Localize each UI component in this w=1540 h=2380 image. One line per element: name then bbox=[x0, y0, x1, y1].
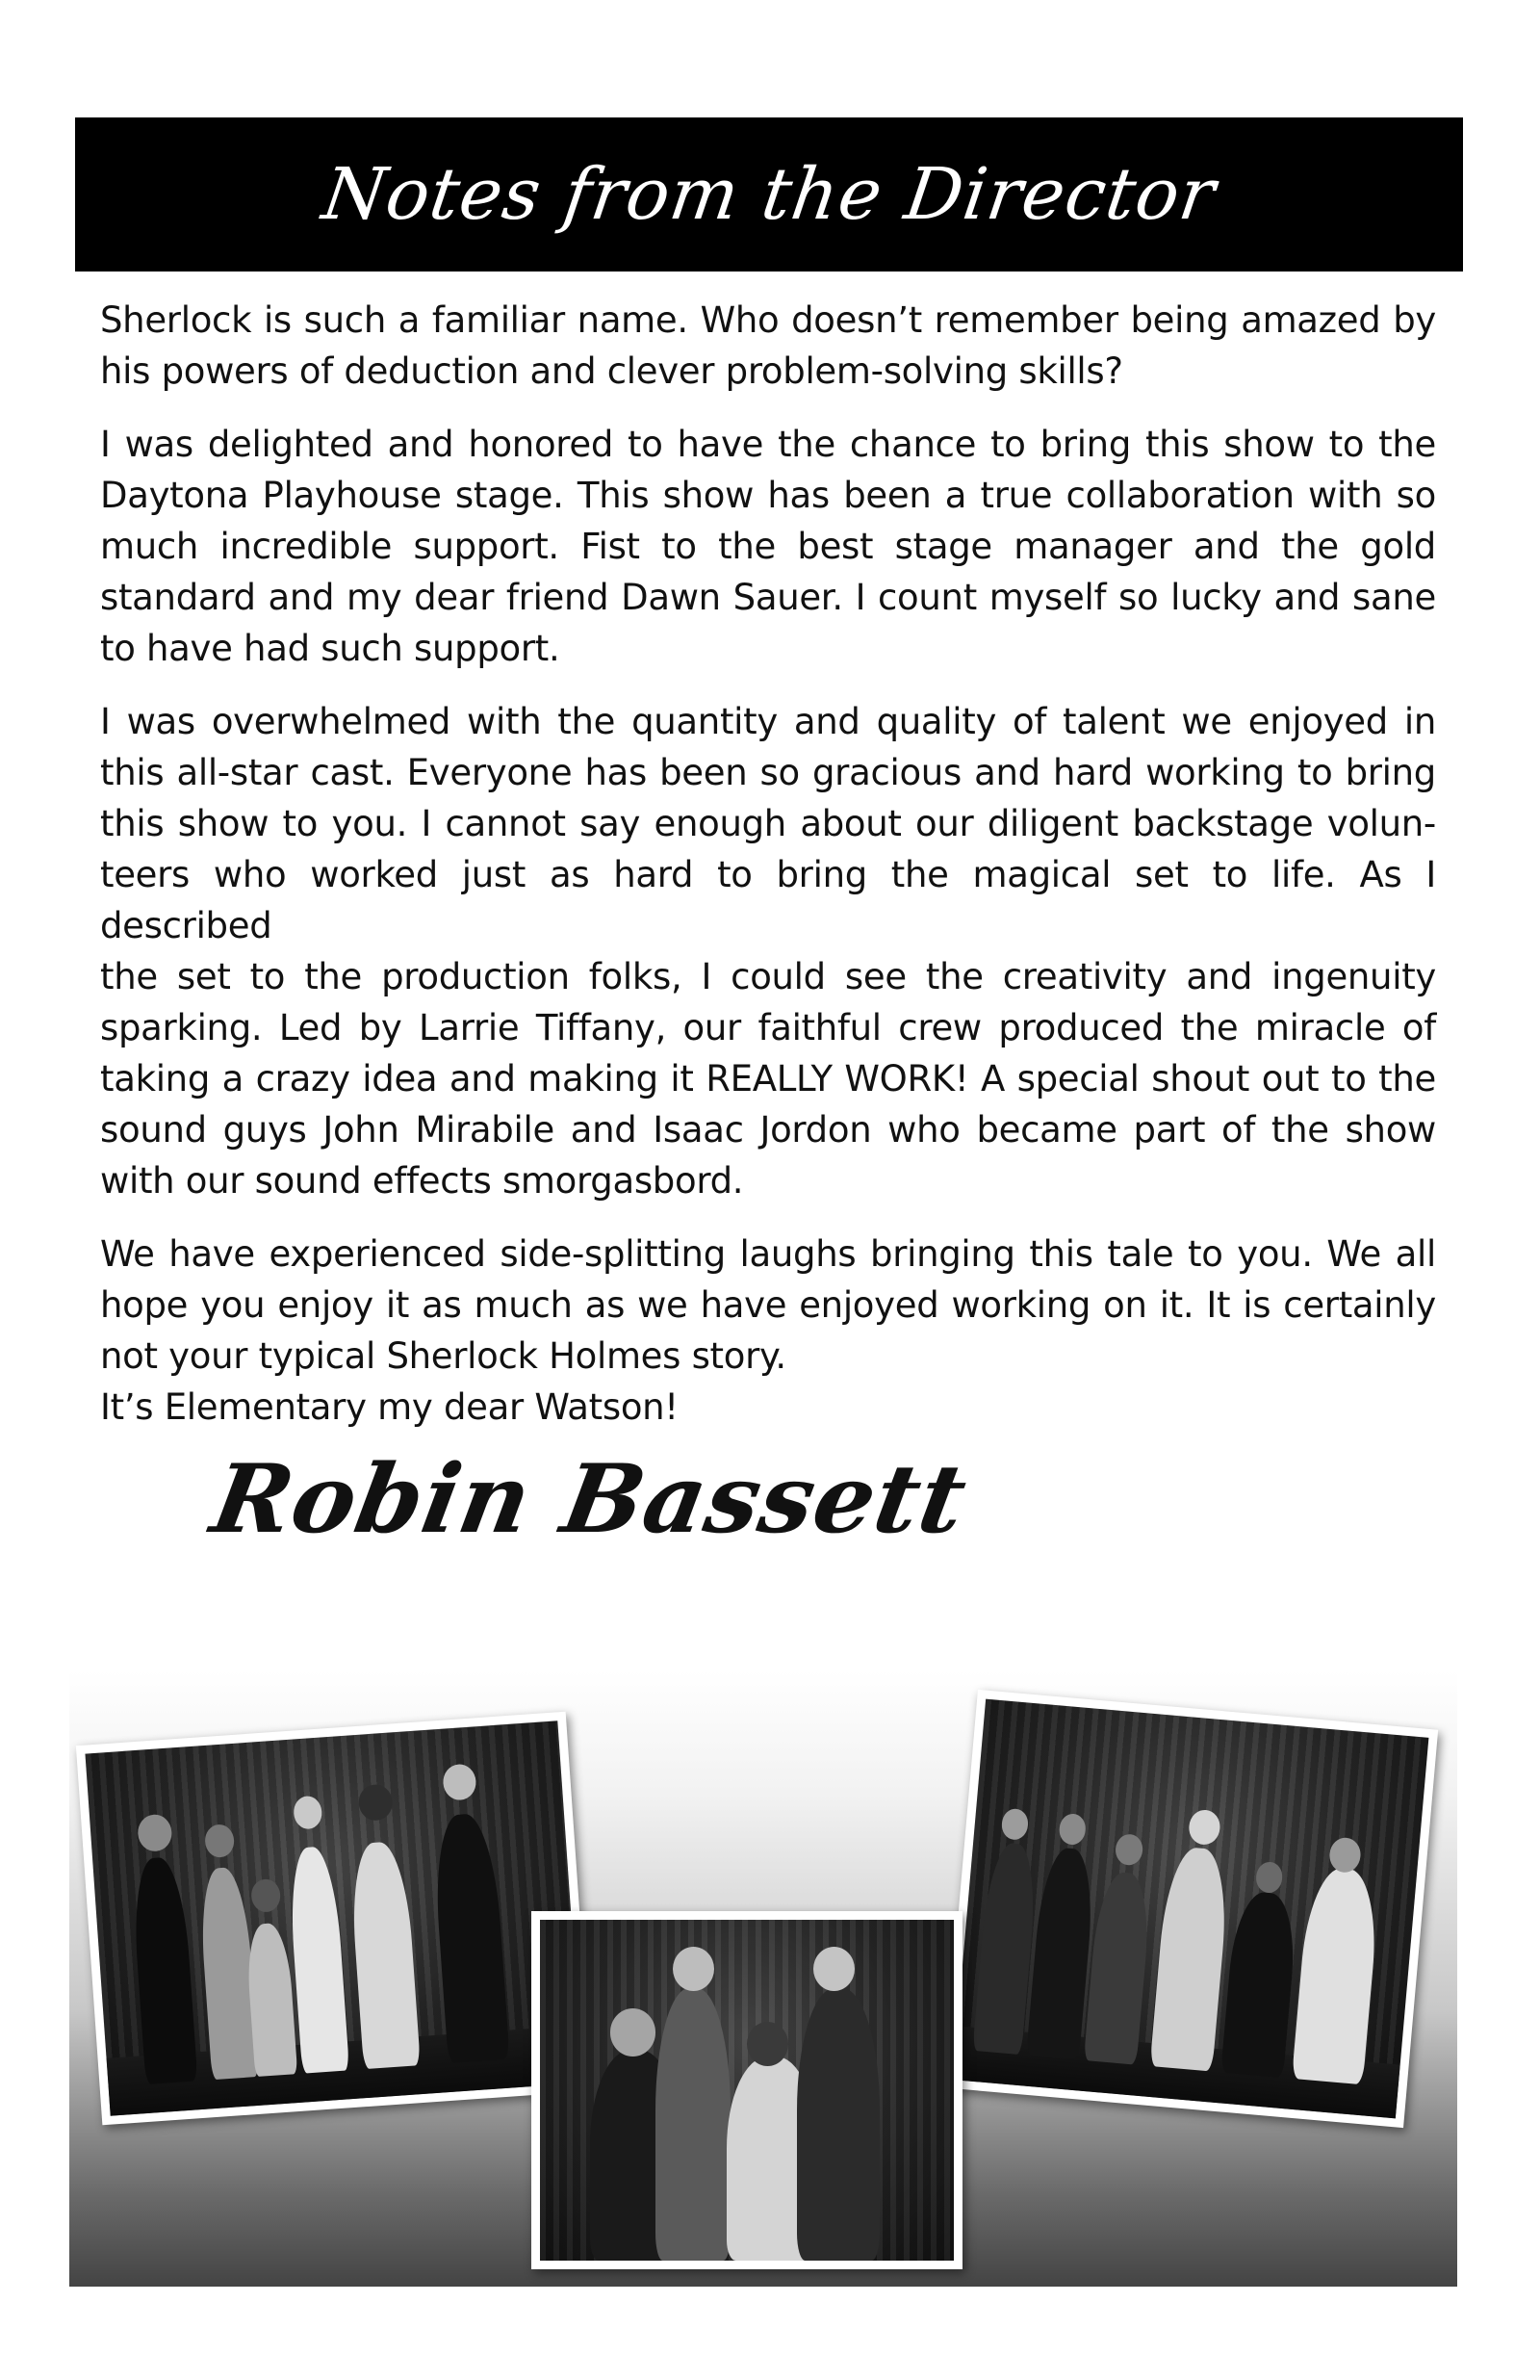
text-line: teers who worked just as hard to bring the magical set to life. As I described bbox=[100, 854, 1436, 946]
text-line: sound guys John Mirabile and Isaac Jordon who became part of the show bbox=[100, 1109, 1436, 1151]
text-line: I was delighted and honored to have the chance to bring this show to the bbox=[100, 424, 1436, 465]
text-line: this show to you. I cannot say enough about our diligent backstage volun- bbox=[100, 803, 1436, 844]
paragraph-3 bbox=[100, 696, 1436, 1206]
photo-collage bbox=[69, 1670, 1457, 2287]
director-notes bbox=[100, 295, 1436, 1433]
text-line: his powers of deduction and clever problem-solving skills? bbox=[100, 350, 1123, 392]
text-line: taking a crazy idea and making it REALLY WORK! A special shout out to the bbox=[100, 1058, 1436, 1099]
text-line: much incredible support. Fist to the best stage manager and the gold bbox=[100, 526, 1436, 567]
text-line: with our sound effects smorgasbord. bbox=[100, 1160, 744, 1202]
paragraph-1 bbox=[100, 295, 1436, 397]
page-title: Notes from the Director bbox=[317, 153, 1221, 236]
paragraph-4 bbox=[100, 1229, 1436, 1433]
stage-scene-image bbox=[85, 1720, 582, 2115]
cast-photo-left bbox=[76, 1712, 592, 2126]
paragraph-2 bbox=[100, 419, 1436, 674]
text-line: Sherlock is such a familiar name. Who doesn’t remember being amazed by bbox=[100, 299, 1436, 341]
director-signature: Robin Bassett bbox=[203, 1444, 975, 1555]
text-line: We have experienced side-splitting laughs bringing this tale to you. We all bbox=[100, 1233, 1436, 1275]
cast-photo-right bbox=[943, 1690, 1438, 2128]
stage-scene-image bbox=[540, 1920, 954, 2261]
text-line: hope you enjoy it as much as we have enjoyed working on it. It is certainly bbox=[100, 1284, 1436, 1326]
text-line: standard and my dear friend Dawn Sauer. I count myself so lucky and sane bbox=[100, 577, 1436, 618]
header-banner bbox=[75, 117, 1463, 272]
text-line: sparking. Led by Larrie Tiffany, our faithful crew produced the miracle of bbox=[100, 1007, 1436, 1048]
text-line: I was overwhelmed with the quantity and quality of talent we enjoyed in bbox=[100, 701, 1436, 742]
cast-photo-center bbox=[531, 1911, 962, 2269]
text-line: the set to the production folks, I could see the creativity and ingenuity bbox=[100, 956, 1436, 997]
text-line: Daytona Playhouse stage. This show has been a true collaboration with so bbox=[100, 475, 1436, 516]
text-line: this all-star cast. Everyone has been so gracious and hard working to bring bbox=[100, 752, 1436, 793]
text-line: to have had such support. bbox=[100, 628, 560, 669]
stage-scene-image bbox=[953, 1699, 1429, 2119]
closing-line: It’s Elementary my dear Watson! bbox=[100, 1386, 679, 1428]
text-line: not your typical Sherlock Holmes story. bbox=[100, 1335, 786, 1377]
